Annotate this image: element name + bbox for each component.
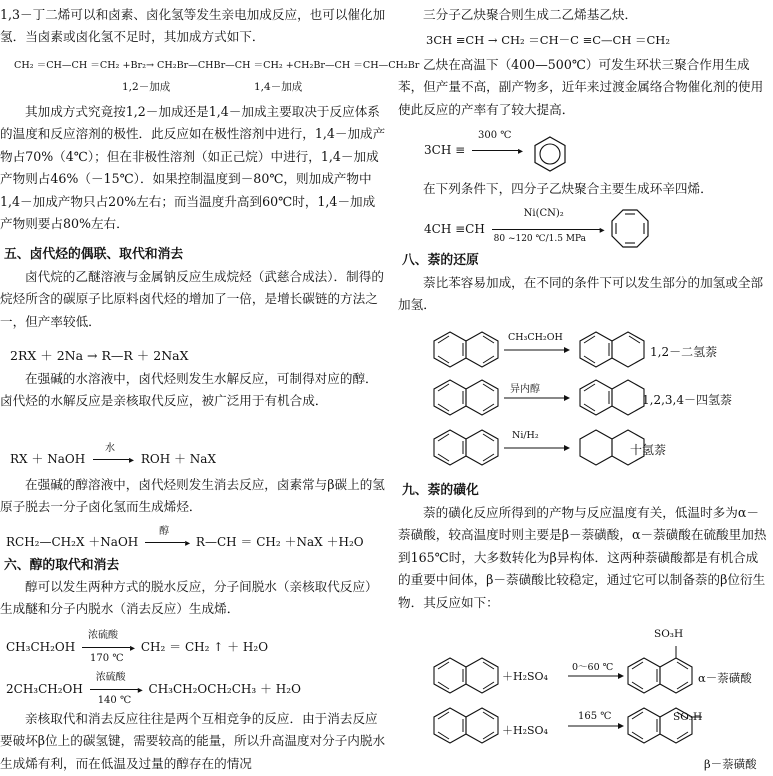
eq-cot-reactant: 4CH ≡CH (424, 222, 485, 236)
paragraph-addition-mode: 其加成方式究竟按1,2－加成还是1,4－加成主要取决于反应体系的温度和反应溶剂的极性．此反应如在极性溶剂中进行，1,4－加成产物占70%（4℃）；但在非极性溶剂（如正己烷）中进行，1,4－加成产物则占46%（－15℃）．如果控制温度到－80℃，则加成产物中1,4－加成产物只占20%左右；而当温度升高到60℃时，1,4－加成产物则要占80%左右． (0, 104, 386, 232)
eq3-reactants: RX ＋ NaOH (10, 452, 86, 466)
eq5-reactant: CH₃CH₂OH (6, 640, 76, 654)
naphthalene-structure (434, 332, 498, 367)
paragraph-sulfonation: 萘的磺化反应所得到的产物与反应温度有关，低温时多为α－萘磺酸，较高温度时则主要是β－萘磺酸，α－萘磺酸在硫酸里加热到165℃时，大多数转化为β异构体．这两种萘磺酸都是有机合成的重要中间体，β－萘磺酸比较稳定，通过它可以制备萘的β位衍生物．其反应如下： (398, 505, 767, 610)
heading-section-8: 八、萘的还原 (402, 253, 479, 268)
eq4-products: R—CH ＝ CH₂ ＋NaX ＋H₂O (195, 535, 364, 549)
eq-benzene-condition: 300 ℃ (477, 130, 512, 141)
equation-ethanol-to-ether: 2CH₃CH₂OH 浓硫酸 ▸ 140 ℃ CH₃CH₂OCH₂CH₃ ＋ H₂O (6, 680, 301, 697)
reduction-3-condition: Ni/H₂ (512, 430, 539, 441)
reduction-1-condition: CH₃CH₂OH (508, 332, 563, 343)
label-1-4-addition: 1,4－加成 (254, 81, 303, 93)
heading-section-6: 六、醇的取代和消去 (4, 558, 120, 573)
equation-wurtz: 2RX ＋ 2Na → R—R ＋ 2NaX (10, 348, 189, 363)
reduction-2-product-name: 1,2,3,4－四氢萘 (642, 393, 732, 407)
paragraph-butadiene-addition: 1,3－丁二烯可以和卤素、卤化氢等发生亲电加成反应，也可以催化加氢．当卤素或卤化氢不足时，其加成方式如下． (0, 7, 386, 45)
sulfonation-alpha-product-name: α－萘磺酸 (698, 671, 752, 685)
eq6-condition-top: 浓硫酸 (95, 672, 126, 683)
eq-benzene-arrow (472, 150, 518, 151)
paragraph-competition: 亲核取代和消去反应往往是两个互相竞争的反应．由于消去反应要破坏β位上的碳氢键，需要较高的能量，所以升高温度对分子内脱水生成烯有利，而在低温及过量的醇存在的情况 (0, 711, 386, 771)
eq5-arrow (82, 647, 130, 648)
equation-hydrolysis: RX ＋ NaOH 水 ▸ ROH ＋ NaX (10, 450, 216, 467)
eq5-condition-top: 浓硫酸 (88, 630, 119, 641)
eq6-reactant: 2CH₃CH₂OH (6, 682, 83, 696)
eq4-arrow (145, 542, 185, 543)
benzene-structure (530, 134, 570, 174)
sulfonation-beta-row (434, 702, 764, 748)
alpha-naphthalenesulfonic-acid-structure (628, 646, 692, 693)
paragraph-trimer: 三分子乙炔聚合则生成二乙烯基乙炔． (423, 7, 638, 22)
equation-benzene: 3CH ≡ 300 ℃ ▸ (424, 130, 524, 157)
label-1-2-addition: 1,2－加成 (122, 81, 171, 93)
paragraph-wurtz: 卤代烷的乙醚溶液与金属钠反应生成烷烃（武慈合成法）．制得的烷烃所含的碳原子比原料卤代烃的增加了一倍，是增长碳链的方法之一，但产率较低． (0, 269, 384, 329)
cyclooctatetraene-structure (608, 207, 652, 251)
sulfonation-beta-group: SO₃H (673, 711, 703, 723)
eq6-arrow (90, 689, 138, 690)
paragraph-benzene-formation: 乙炔在高温下（400—500℃）可发生环状三聚合作用生成苯，但产量不高，副产物多，近年来过渡金属络合物催化剂的使用使此反应的产率有了较大提高． (398, 57, 764, 117)
eq3-products: ROH ＋ NaX (140, 452, 216, 466)
dihydronaphthalene-structure (580, 332, 644, 367)
reduction-1-product-name: 1,2－二氢萘 (650, 345, 718, 359)
paragraph-alcohol-dehydration: 醇可以发生两种方式的脱水反应，分子间脱水（亲核取代反应）生成醚和分子内脱水（消去反应）生成烯． (0, 579, 378, 617)
reduction-row-3 (434, 428, 754, 466)
equation-ethanol-to-ethene: CH₃CH₂OH 浓硫酸 ▸ 170 ℃ CH₂ ＝ CH₂ ↑ ＋ H₂O (6, 638, 268, 655)
paragraph-hydrolysis: 在强碱的水溶液中，卤代烃则发生水解反应，可制得对应的醇．卤代烃的水解反应是亲核取代反应，被广泛用于有机合成． (0, 371, 378, 409)
eq3-arrow (93, 459, 129, 460)
reduction-3-product-name: 十氢萘 (630, 443, 667, 457)
sulfonation-alpha-condition: 0～60 ℃ (572, 662, 614, 673)
eq-cot-condition-bottom: 80 ~120 ℃/1.5 MPa (493, 234, 587, 244)
eq-cot-condition-top: Ni(CN)₂ (523, 208, 564, 219)
tetrahydronaphthalene-structure (580, 380, 644, 415)
equation-cyclooctatetraene: 4CH ≡CH Ni(CN)₂ ▸ 80 ~120 ℃/1.5 MPa (424, 208, 605, 244)
heading-section-5: 五、卤代烃的偶联、取代和消去 (4, 247, 184, 262)
sulfonation-alpha-reagent: ＋H₂SO₄ (502, 670, 548, 683)
heading-section-9: 九、萘的磺化 (402, 483, 479, 498)
reduction-2-condition: 异内醇 (510, 384, 540, 395)
eq5-condition-bottom: 170 ℃ (90, 653, 124, 664)
eq-cot-arrow (492, 229, 600, 230)
equation-butadiene-bromine: CH₂ ＝CH—CH ＝CH₂ +Br₂→ CH₂Br—CHBr—CH ＝CH₂ +CH₂Br—CH ＝CH—CH₂Br (14, 60, 420, 71)
eq6-condition-bottom: 140 ℃ (97, 695, 132, 706)
sulfonation-beta-reagent: ＋H₂SO₄ (502, 724, 548, 737)
paragraph-elimination: 在强碱的醇溶液中，卤代烃则发生消去反应，卤素常与β碳上的氢原子脱去一分子卤化氢而生成烯烃． (0, 477, 385, 515)
equation-elimination: RCH₂—CH₂X ＋NaOH 醇 ▸ R—CH ＝ CH₂ ＋NaX ＋H₂O (6, 533, 364, 550)
eq3-condition: 水 (105, 443, 115, 454)
eq6-products: CH₃CH₂OCH₂CH₃ ＋ H₂O (148, 682, 301, 696)
paragraph-cyclooctatetraene: 在下列条件下，四分子乙炔聚合主要生成环辛四烯． (423, 181, 713, 196)
paragraph-naphthalene-reduction: 萘比苯容易加成，在不同的条件下可以发生部分的加氢或全部加氢． (398, 275, 764, 313)
eq4-condition: 醇 (159, 526, 170, 537)
eq5-products: CH₂ ＝ CH₂ ↑ ＋ H₂O (140, 640, 269, 654)
sulfonation-alpha-group: SO₃H (654, 628, 684, 640)
sulfonation-beta-product-name: β－萘磺酸 (704, 757, 757, 771)
equation-acetylene-trimer: 3CH ≡CH → CH₂ ＝CH－C ≡C—CH ＝CH₂ (426, 33, 670, 47)
eq-benzene-reactant: 3CH ≡ (424, 143, 466, 157)
sulfonation-beta-condition: 165 ℃ (578, 711, 612, 722)
eq4-reactants: RCH₂—CH₂X ＋NaOH (6, 535, 139, 549)
